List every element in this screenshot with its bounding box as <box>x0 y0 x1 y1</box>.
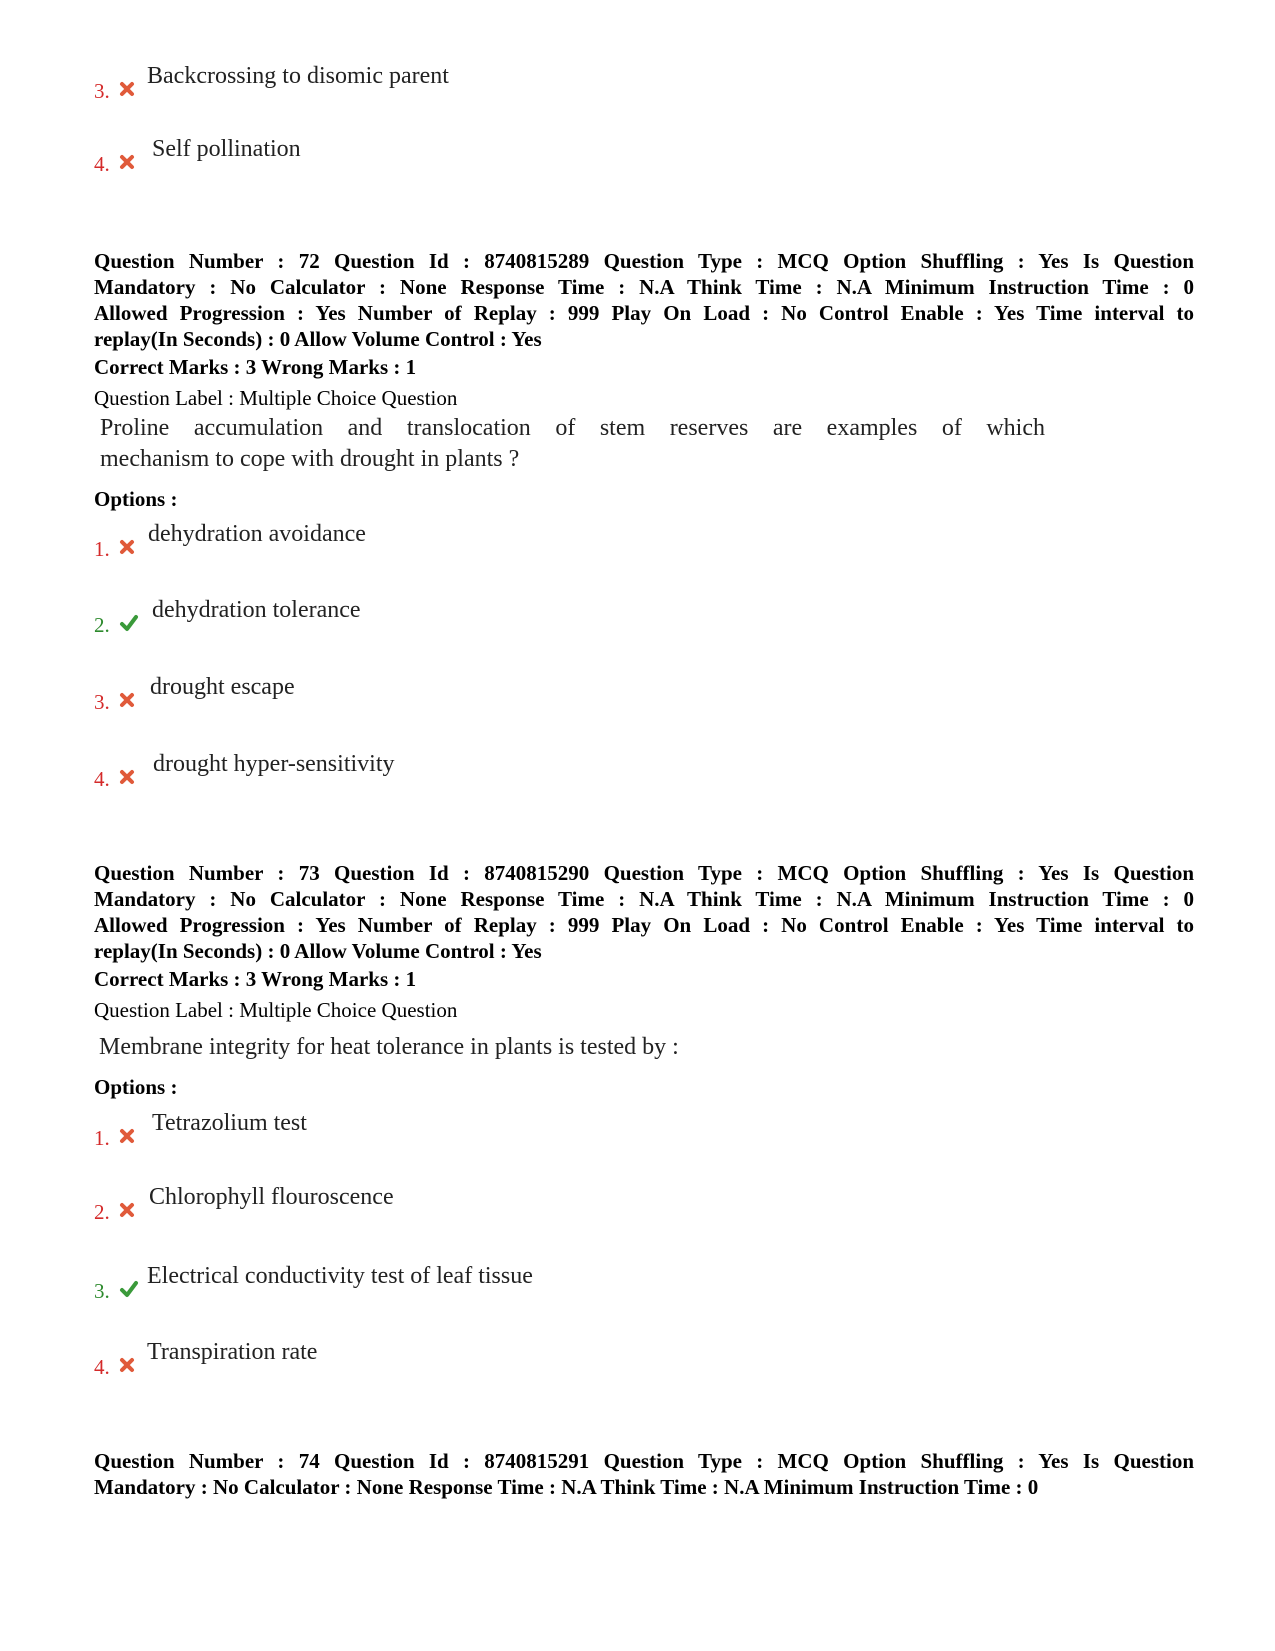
option-text: dehydration tolerance <box>152 597 361 623</box>
option-text: drought hyper-sensitivity <box>153 751 395 777</box>
question-text-line: Proline accumulation and translocation of stem reserves are examples of which <box>100 415 1045 441</box>
meta-line: replay(In Seconds) : 0 Allow Volume Control : Yes <box>94 327 542 351</box>
meta-line: Mandatory : No Calculator : None Response Time : N.A Think Time : N.A Minimum Instruction Time : 0 <box>94 887 1194 911</box>
option-text: dehydration avoidance <box>148 521 366 547</box>
question-text-line: Membrane integrity for heat tolerance in plants is tested by : <box>99 1034 679 1060</box>
meta-line: Question Number : 72 Question Id : 8740815289 Question Type : MCQ Option Shuffling : Yes Is Question <box>94 249 1194 273</box>
question-label: Question Label : Multiple Choice Question <box>94 998 458 1022</box>
meta-line: Question Number : 73 Question Id : 8740815290 Question Type : MCQ Option Shuffling : Yes Is Question <box>94 861 1194 885</box>
option-number: 1. <box>94 1126 110 1150</box>
option-number: 2. <box>94 613 110 637</box>
option-item <box>94 1262 794 1302</box>
question-meta <box>94 860 1194 964</box>
cross-icon <box>118 153 136 171</box>
option-item <box>94 673 694 713</box>
question-meta <box>94 1448 1194 1500</box>
cross-icon <box>118 538 136 556</box>
option-item <box>94 62 694 102</box>
option-number: 4. <box>94 152 110 176</box>
marks-info: Correct Marks : 3 Wrong Marks : 1 <box>94 967 417 991</box>
check-icon <box>118 1280 140 1298</box>
option-number: 4. <box>94 1355 110 1379</box>
option-number: 3. <box>94 79 110 103</box>
question-label: Question Label : Multiple Choice Question <box>94 386 458 410</box>
option-item <box>94 1183 794 1223</box>
option-item <box>94 1338 794 1378</box>
option-text: Tetrazolium test <box>152 1110 307 1136</box>
cross-icon <box>118 691 136 709</box>
option-text: Chlorophyll flouroscence <box>149 1184 394 1210</box>
option-item <box>94 520 694 560</box>
option-text: drought escape <box>150 674 295 700</box>
options-label: Options : <box>94 1075 178 1099</box>
meta-line: Mandatory : No Calculator : None Response Time : N.A Think Time : N.A Minimum Instruction Time : 0 <box>94 1475 1039 1499</box>
cross-icon <box>118 1356 136 1374</box>
meta-line: Allowed Progression : Yes Number of Replay : 999 Play On Load : No Control Enable : Yes Time interval to <box>94 913 1194 937</box>
option-item <box>94 1109 794 1149</box>
marks-info: Correct Marks : 3 Wrong Marks : 1 <box>94 355 417 379</box>
question-meta <box>94 248 1194 352</box>
option-number: 4. <box>94 767 110 791</box>
option-item <box>94 750 694 790</box>
question-text-line: mechanism to cope with drought in plants ? <box>100 446 520 472</box>
meta-line: Question Number : 74 Question Id : 8740815291 Question Type : MCQ Option Shuffling : Yes Is Question <box>94 1449 1194 1473</box>
cross-icon <box>118 80 136 98</box>
option-number: 3. <box>94 1279 110 1303</box>
option-text: Transpiration rate <box>147 1339 318 1365</box>
options-label: Options : <box>94 487 178 511</box>
cross-icon <box>118 1127 136 1145</box>
option-item <box>94 135 694 175</box>
option-number: 3. <box>94 690 110 714</box>
option-number: 2. <box>94 1200 110 1224</box>
meta-line: replay(In Seconds) : 0 Allow Volume Control : Yes <box>94 939 542 963</box>
option-text: Backcrossing to disomic parent <box>147 63 449 89</box>
question-text <box>100 413 1045 475</box>
check-icon <box>118 614 140 632</box>
meta-line: Allowed Progression : Yes Number of Replay : 999 Play On Load : No Control Enable : Yes Time interval to <box>94 301 1194 325</box>
option-text: Electrical conductivity test of leaf tissue <box>147 1263 533 1289</box>
cross-icon <box>118 1201 136 1219</box>
option-number: 1. <box>94 537 110 561</box>
question-text <box>99 1032 679 1063</box>
meta-line: Mandatory : No Calculator : None Response Time : N.A Think Time : N.A Minimum Instruction Time : 0 <box>94 275 1194 299</box>
option-item <box>94 596 694 636</box>
option-text: Self pollination <box>152 136 301 162</box>
cross-icon <box>118 768 136 786</box>
